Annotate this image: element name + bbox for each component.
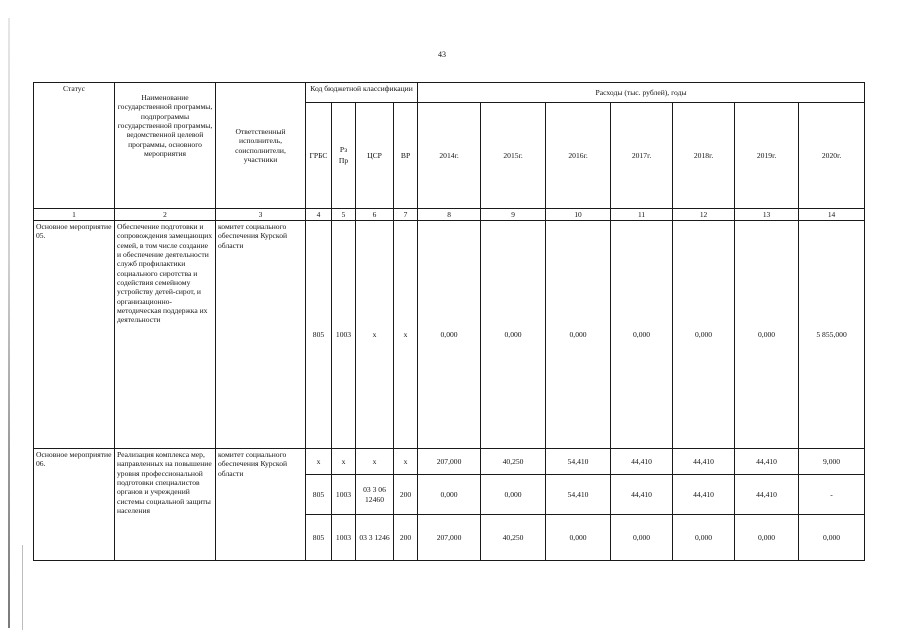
- header-status: Статус: [34, 83, 115, 209]
- column-number: 14: [799, 209, 865, 221]
- row-value: 54,410: [546, 449, 611, 475]
- page-number: 43: [438, 50, 446, 59]
- row-executor: комитет социального обеспечения Курской области: [216, 449, 306, 561]
- row-value: 44,410: [611, 475, 673, 515]
- row-value: 0,000: [799, 515, 865, 561]
- header-budget-code: Код бюджетной классификации: [306, 83, 418, 103]
- row-grbs: x: [306, 449, 332, 475]
- row-csr: x: [356, 221, 394, 449]
- header-year: 2020г.: [799, 103, 865, 209]
- row-status: Основное мероприятие 06.: [34, 449, 115, 561]
- row-value: 44,410: [611, 449, 673, 475]
- row-value: 40,250: [481, 449, 546, 475]
- table-row: [34, 221, 865, 449]
- header-rz: Рз: [339, 145, 348, 155]
- row-name: Обеспечение подготовки и сопровождения замещающих семей, в том числе создание и обеспечение деятельности служб профилактики социального сиротства и содействия семейному устройству детей-сирот, и организационно-методическая поддержка их деятельности: [115, 221, 216, 449]
- header-pr: Пр: [338, 155, 349, 165]
- column-number: 2: [115, 209, 216, 221]
- row-value: 207,000: [418, 515, 481, 561]
- column-number: 4: [306, 209, 332, 221]
- row-vr: 200: [394, 475, 418, 515]
- header-executor: Ответственный исполнитель, соисполнители, участники: [216, 83, 306, 209]
- column-number-row: [34, 209, 865, 221]
- row-value: 207,000: [418, 449, 481, 475]
- column-number: 5: [332, 209, 356, 221]
- row-value: 0,000: [418, 475, 481, 515]
- row-name: Реализация комплекса мер, направленных на повышение уровня профессиональной подготовки специалистов органов и учреждений системы социальной защиты населения: [115, 449, 216, 561]
- header-year: 2017г.: [611, 103, 673, 209]
- row-rzpr: x: [332, 449, 356, 475]
- column-number: 7: [394, 209, 418, 221]
- row-value: 0,000: [735, 515, 799, 561]
- row-value: 44,410: [673, 475, 735, 515]
- row-vr: x: [394, 221, 418, 449]
- column-number: 3: [216, 209, 306, 221]
- row-value: 0,000: [481, 475, 546, 515]
- header-rz-pr: [332, 103, 356, 209]
- column-number: 10: [546, 209, 611, 221]
- row-value: -: [799, 475, 865, 515]
- row-value: 44,410: [735, 475, 799, 515]
- header-program-name: Наименование государственной программы, подпрограммы государственной программы, ведомственной целевой программы, основного мероприятия: [115, 83, 216, 209]
- row-value: 0,000: [546, 221, 611, 449]
- row-value: 9,000: [799, 449, 865, 475]
- row-value: 0,000: [611, 515, 673, 561]
- header-year: 2014г.: [418, 103, 481, 209]
- row-value: 0,000: [611, 221, 673, 449]
- header-csr: ЦСР: [356, 103, 394, 209]
- row-grbs: 805: [306, 515, 332, 561]
- row-value: 0,000: [673, 221, 735, 449]
- scan-edge-mark: [8, 18, 10, 628]
- row-csr: 03 3 06 12460: [356, 475, 394, 515]
- row-grbs: 805: [306, 475, 332, 515]
- header-year: 2016г.: [546, 103, 611, 209]
- budget-table: [33, 82, 865, 561]
- row-value: 40,250: [481, 515, 546, 561]
- row-grbs: 805: [306, 221, 332, 449]
- header-grbs: ГРБС: [306, 103, 332, 209]
- row-value: 0,000: [735, 221, 799, 449]
- column-number: 6: [356, 209, 394, 221]
- column-number: 12: [673, 209, 735, 221]
- row-vr: x: [394, 449, 418, 475]
- table-row: [34, 449, 865, 475]
- row-status: Основное мероприятие 05.: [34, 221, 115, 449]
- header-expenses: Расходы (тыс. рублей), годы: [418, 83, 865, 103]
- column-number: 8: [418, 209, 481, 221]
- row-vr: 200: [394, 515, 418, 561]
- row-value: 0,000: [546, 515, 611, 561]
- row-value: 0,000: [481, 221, 546, 449]
- column-number: 1: [34, 209, 115, 221]
- scan-edge-mark: [22, 545, 23, 630]
- row-value: 44,410: [735, 449, 799, 475]
- row-rzpr: 1003: [332, 475, 356, 515]
- header-year: 2015г.: [481, 103, 546, 209]
- row-rzpr: 1003: [332, 221, 356, 449]
- row-value: 5 855,000: [799, 221, 865, 449]
- row-csr: 03 3 1246: [356, 515, 394, 561]
- row-rzpr: 1003: [332, 515, 356, 561]
- row-csr: x: [356, 449, 394, 475]
- row-executor: комитет социального обеспечения Курской области: [216, 221, 306, 449]
- row-value: 0,000: [418, 221, 481, 449]
- header-year: 2018г.: [673, 103, 735, 209]
- column-number: 11: [611, 209, 673, 221]
- column-number: 13: [735, 209, 799, 221]
- row-value: 54,410: [546, 475, 611, 515]
- row-value: 0,000: [673, 515, 735, 561]
- header-vr: ВР: [394, 103, 418, 209]
- header-year: 2019г.: [735, 103, 799, 209]
- row-value: 44,410: [673, 449, 735, 475]
- column-number: 9: [481, 209, 546, 221]
